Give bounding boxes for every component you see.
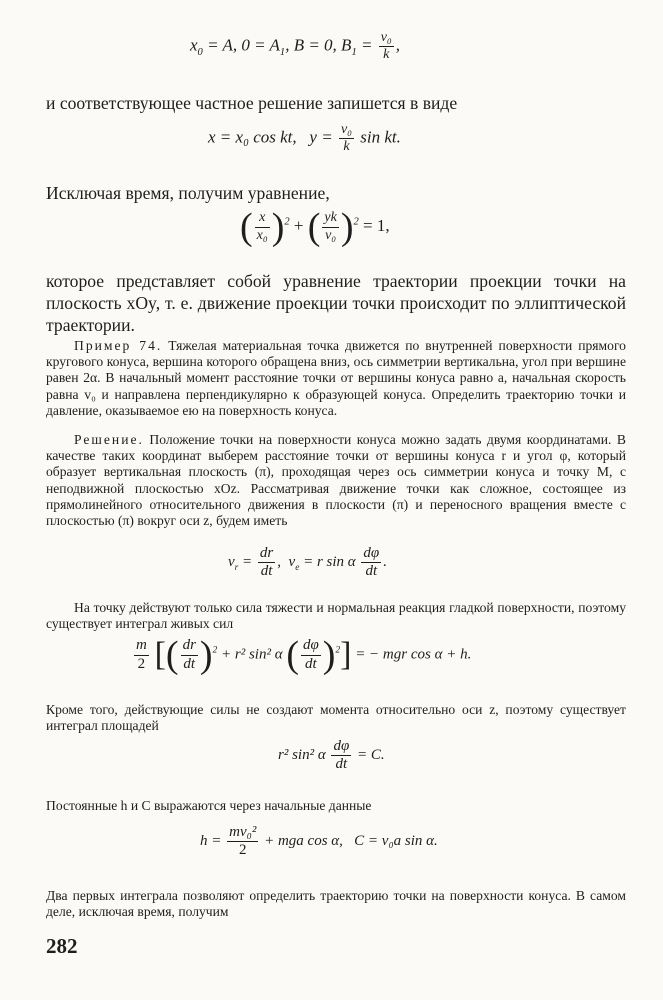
- paragraph-area-integral: Кроме того, действующие силы не создают момента относительно оси z, поэтому существует интеграл площадей: [46, 702, 626, 734]
- equation-area-integral: r² sin² α $\frac{d\varphi}{dt}$ = C.: [278, 738, 385, 773]
- paragraph-constants: Постоянные h и C выражаются через начальные данные: [46, 798, 372, 813]
- page-number: 282: [46, 934, 78, 958]
- example-lead: Пример 74.: [74, 338, 163, 353]
- equation-constants: h = $\frac{\text{mv₀²}}{2}$ + mga cos α, C = v₀a sin α.: [200, 824, 438, 859]
- paragraph-particular-solution: и соответствующее частное решение запишется в виде: [46, 93, 458, 113]
- equation-velocities: $v_r$ = $\frac{dr}{dt}$ , $v_e = r$ sin α $\frac{d\varphi}{dt}$ .: [228, 545, 387, 580]
- equation-particular-solution: x = x₀ cos kt, y = $\frac{\text{v₀}}{k}$ sin kt.: [208, 122, 401, 155]
- equation-energy-integral: $\frac{m}{2}$ [( $\frac{dr}{dt}$ )$^2$ + r² sin² α ( $\frac{d\varphi}{dt}$ )$^2$] = − mgr cos α + h.: [136, 634, 472, 676]
- solution-paragraph: Решение. Положение точки на поверхности конуса можно задать двумя координатами. В качестве таких координат выберем расстояние точки от вершины конуса r и угол φ, который образует вертикальная плоскость (π), проходящая через ось симметрии конуса и точку M, с неподвижной плоскостью xOz. Рассматривая движение точки как сложное, состоящее из прямолинейного относительного движения в плоскости (π) и переносного вращения вместе с плоскостью (π) вокруг оси z, будем иметь: [46, 432, 626, 529]
- equation-initial-constants: $x_0 = A$, $0 = A_1$, B = 0, $B_1$ = $\frac{\text{v₀}}{k}$ ,: [190, 30, 401, 63]
- paragraph-eliminate-time: Исключая время, получим уравнение,: [46, 183, 330, 203]
- paragraph-trajectory-projection: которое представляет собой уравнение траектории проекции точки на плоскость xOy, т. е. движение проекции точки происходит по эллиптической траектории.: [46, 271, 626, 335]
- paragraph-first-integrals: Два первых интеграла позволяют определить траекторию точки на поверхности конуса. В самом деле, исключая время, получим: [46, 888, 626, 920]
- solution-lead: Решение.: [74, 432, 144, 447]
- equation-ellipse: ( $\frac{x}{\text{x₀}}$ )$^2$ + ( $\frac{yk}{\text{v₀}}$ )$^2$ = 1,: [240, 206, 390, 248]
- example-74: Пример 74. Тяжелая материальная точка движется по внутренней поверхности прямого кругового конуса, вершина которого обращена вниз, ось симметрии вертикальна, угол при вершине равен 2α. В начальный момент расстояние точки от вершины конуса равно a, начальная скорость равна v₀ и направлена перпендикулярно к образующей конуса. Определить траекторию точки и давление, оказываемое ею на поверхность конуса.: [46, 338, 626, 418]
- paragraph-energy-integral: На точку действуют только сила тяжести и нормальная реакция гладкой поверхности, поэтому существует интеграл живых сил: [46, 600, 626, 632]
